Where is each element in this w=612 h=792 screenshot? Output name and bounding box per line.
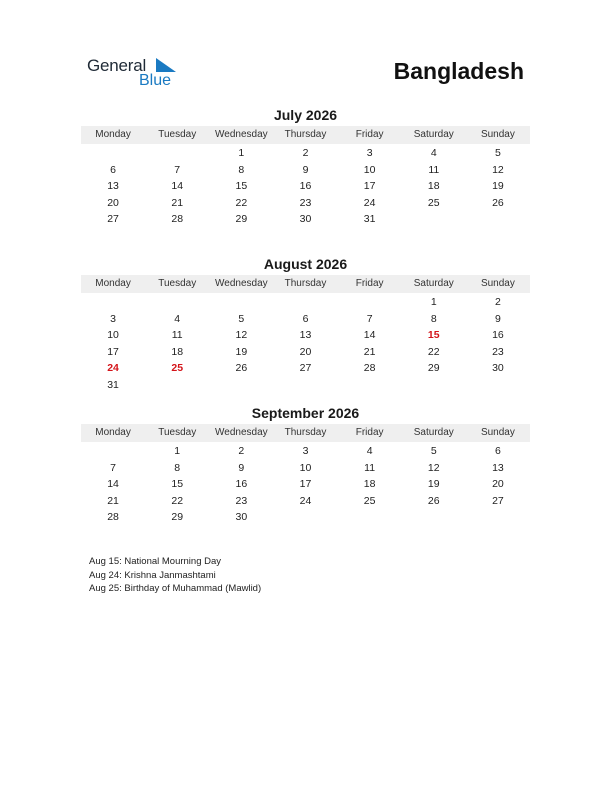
day-cell: 12 (492, 163, 504, 176)
day-cell: 22 (235, 196, 248, 209)
day-cell: 8 (174, 461, 181, 474)
day-cell: 17 (299, 478, 312, 491)
day-cell: 30 (235, 511, 248, 524)
day-cell: 13 (107, 180, 119, 193)
day-cell: 23 (235, 494, 248, 507)
day-cell: 5 (495, 147, 501, 159)
day-grid (81, 443, 530, 526)
holiday-day-cell: 25 (171, 362, 184, 375)
day-cell: 20 (107, 196, 119, 209)
weekday-label: Wednesday (215, 129, 268, 140)
day-cell: 26 (427, 494, 440, 507)
month-title: July 2026 (273, 107, 338, 123)
logo (87, 56, 187, 92)
day-cell: 14 (107, 478, 119, 491)
day-cell: 2 (302, 147, 309, 159)
holiday-note: Aug 24: Krishna Janmashtami (89, 569, 216, 581)
day-cell: 7 (366, 312, 373, 325)
day-cell: 28 (171, 213, 184, 226)
holiday-note: Aug 15: National Mourning Day (89, 556, 222, 567)
day-cell: 29 (235, 213, 248, 226)
day-cell: 21 (171, 196, 184, 209)
month-september (81, 404, 530, 526)
day-cell: 10 (363, 163, 376, 176)
day-cell: 8 (238, 163, 245, 176)
day-cell: 29 (427, 362, 440, 375)
weekday-label: Wednesday (215, 427, 268, 438)
day-cell: 16 (235, 478, 248, 491)
month-title: August 2026 (263, 256, 348, 272)
weekday-label: Friday (355, 427, 384, 438)
day-cell: 5 (238, 312, 245, 325)
day-cell: 3 (110, 312, 116, 325)
day-cell: 6 (110, 163, 116, 176)
holiday-day-cell: 15 (427, 329, 440, 342)
weekday-label: Monday (95, 278, 131, 289)
weekday-label: Sunday (480, 278, 515, 289)
day-cell: 14 (171, 180, 184, 193)
weekday-label: Monday (95, 427, 131, 438)
day-cell: 3 (302, 445, 309, 457)
day-cell: 26 (492, 196, 504, 209)
day-cell: 29 (171, 511, 184, 524)
day-cell: 16 (492, 329, 504, 342)
day-cell: 3 (366, 147, 373, 159)
day-cell: 10 (299, 461, 312, 474)
weekday-label: Sunday (480, 129, 515, 140)
day-cell: 19 (492, 180, 504, 193)
day-cell: 9 (495, 312, 501, 325)
day-cell: 27 (299, 362, 312, 375)
day-cell: 21 (363, 345, 376, 358)
day-cell: 9 (302, 163, 309, 176)
empty-day-cell (81, 145, 145, 162)
day-cell: 22 (427, 345, 440, 358)
day-cell: 27 (492, 494, 504, 507)
day-cell: 27 (107, 213, 119, 226)
day-cell: 14 (363, 329, 376, 342)
day-grid (81, 145, 530, 228)
weekday-label: Thursday (284, 278, 327, 289)
day-cell: 26 (235, 362, 248, 375)
day-cell: 10 (107, 329, 119, 342)
day-cell: 24 (363, 196, 376, 209)
weekday-label: Saturday (413, 427, 454, 438)
day-cell: 9 (238, 461, 245, 474)
weekday-label: Sunday (480, 427, 515, 438)
weekday-header (81, 275, 530, 293)
day-cell: 18 (363, 478, 376, 491)
day-cell: 24 (299, 494, 312, 507)
country-title: Bangladesh (393, 58, 524, 84)
day-cell: 11 (171, 329, 183, 342)
weekday-label: Saturday (413, 129, 454, 140)
day-cell: 20 (299, 345, 312, 358)
day-cell: 23 (299, 196, 312, 209)
empty-day-cell (273, 294, 337, 311)
day-cell: 21 (107, 494, 119, 507)
weekday-header (81, 424, 530, 442)
day-cell: 25 (363, 494, 376, 507)
day-grid (81, 294, 530, 394)
weekday-label: Tuesday (158, 427, 197, 438)
day-cell: 13 (492, 461, 504, 474)
day-cell: 5 (430, 445, 437, 457)
day-cell: 19 (427, 478, 440, 491)
weekday-label: Wednesday (215, 278, 268, 289)
weekday-label: Tuesday (158, 278, 197, 289)
day-cell: 30 (492, 362, 504, 375)
weekday-label: Monday (95, 129, 131, 140)
day-cell: 7 (110, 461, 116, 474)
day-cell: 7 (174, 163, 181, 176)
day-cell: 18 (427, 180, 440, 193)
day-cell: 1 (238, 147, 245, 159)
empty-day-cell (81, 443, 145, 460)
day-cell: 2 (238, 445, 245, 457)
empty-day-cell (338, 294, 402, 311)
day-cell: 4 (366, 445, 373, 457)
day-cell: 17 (363, 180, 376, 193)
day-cell: 8 (430, 312, 437, 325)
weekday-header (81, 126, 530, 144)
day-cell: 18 (171, 345, 184, 358)
day-cell: 15 (171, 478, 184, 491)
weekday-label: Thursday (284, 427, 327, 438)
logo-triangle-icon (154, 58, 176, 72)
day-cell: 31 (363, 213, 376, 226)
empty-day-cell (209, 294, 273, 311)
holiday-notes (89, 555, 261, 596)
empty-day-cell (145, 145, 209, 162)
day-cell: 1 (174, 445, 181, 457)
day-cell: 15 (235, 180, 248, 193)
day-cell: 2 (495, 296, 501, 308)
day-cell: 20 (492, 478, 504, 491)
month-august (81, 255, 530, 394)
weekday-label: Saturday (413, 278, 454, 289)
day-cell: 19 (235, 345, 248, 358)
weekday-label: Friday (355, 129, 384, 140)
day-cell: 28 (107, 511, 119, 524)
day-cell: 12 (235, 329, 248, 342)
day-cell: 31 (107, 378, 119, 391)
day-cell: 4 (174, 312, 181, 325)
empty-day-cell (81, 294, 145, 311)
day-cell: 12 (427, 461, 440, 474)
day-cell: 6 (302, 312, 309, 325)
logo-general-text: General (87, 56, 147, 75)
day-cell: 23 (492, 345, 504, 358)
day-cell: 17 (107, 345, 119, 358)
day-cell: 11 (364, 461, 376, 474)
day-cell: 6 (495, 445, 501, 457)
weekday-label: Tuesday (158, 129, 197, 140)
holiday-note: Aug 25: Birthday of Muhammad (Mawlid) (89, 583, 262, 594)
day-cell: 30 (299, 213, 312, 226)
empty-day-cell (145, 294, 209, 311)
day-cell: 11 (428, 163, 440, 176)
weekday-label: Friday (355, 278, 384, 289)
day-cell: 28 (363, 362, 376, 375)
day-cell: 13 (299, 329, 312, 342)
month-july (81, 106, 530, 228)
logo-blue-text: Blue (139, 72, 172, 89)
day-cell: 1 (430, 296, 437, 308)
weekday-label: Thursday (284, 129, 327, 140)
day-cell: 22 (171, 494, 184, 507)
day-cell: 25 (427, 196, 440, 209)
holiday-day-cell: 24 (107, 362, 119, 375)
day-cell: 4 (430, 147, 437, 159)
day-cell: 16 (299, 180, 312, 193)
month-title: September 2026 (251, 405, 360, 421)
